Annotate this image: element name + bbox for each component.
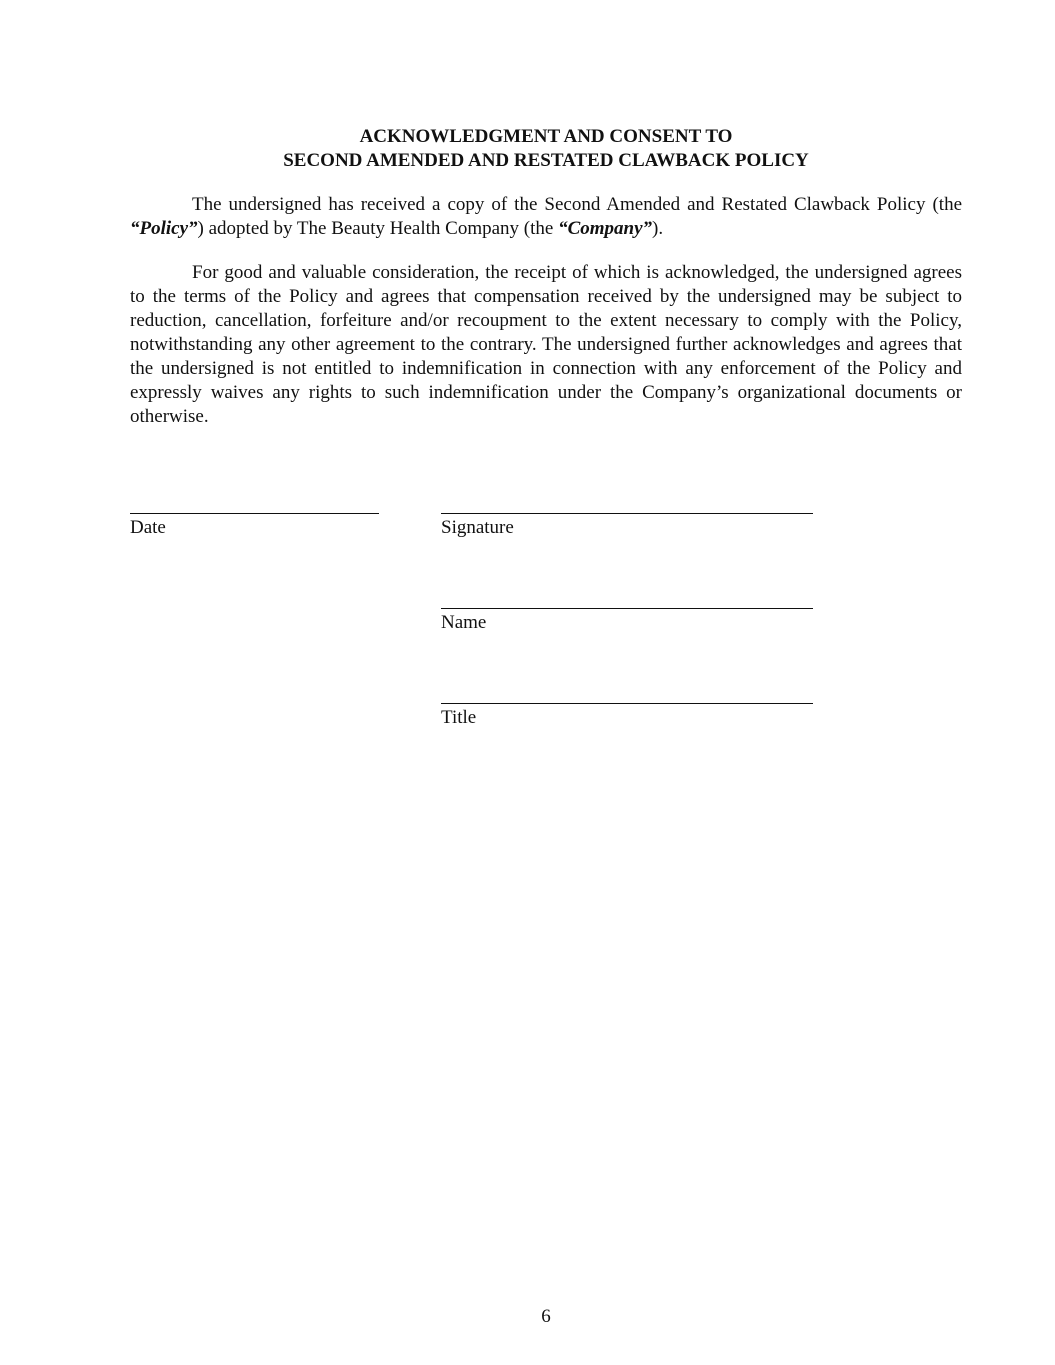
defined-term-policy: “Policy” (130, 218, 198, 239)
paragraph-consent-text: For good and valuable consideration, the receipt of which is acknowledged, the undersigned agrees to the terms of the Policy and agrees that compensation received by the undersigned may be subject to reduction, cancellation, forfeiture and/or recoupment to the extent necessary to comply with the Policy, notwithstanding any other agreement to the contrary. The undersigned further acknowledges and agrees that the undersigned is not entitled to indemnification in connection with any enforcement of the Policy and expressly waives any rights to such indemnification under the Company’s organizational documents or otherwise. (130, 262, 962, 427)
signature-line[interactable] (441, 513, 813, 514)
name-line[interactable] (441, 608, 813, 609)
title-label: Title (441, 707, 477, 728)
signature-label: Signature (441, 517, 514, 538)
paragraph-receipt (130, 193, 962, 241)
name-label: Name (441, 612, 487, 633)
date-line[interactable] (130, 513, 379, 514)
paragraph-receipt-text-a: The undersigned has received a copy of the Second Amended and Restated Clawback Policy (the (192, 194, 962, 215)
paragraph-receipt-text-c: ). (652, 218, 664, 239)
paragraph-receipt-text-b: ) adopted by The Beauty Health Company (the (197, 218, 559, 239)
document-title-line-1: ACKNOWLEDGMENT AND CONSENT TO (359, 126, 733, 147)
date-label: Date (130, 517, 166, 538)
defined-term-company: “Company” (558, 218, 653, 239)
paragraph-consent (130, 261, 962, 429)
title-line[interactable] (441, 703, 813, 704)
document-title-line-2: SECOND AMENDED AND RESTATED CLAWBACK POLICY (283, 150, 809, 171)
page-number: 6 (541, 1306, 551, 1327)
